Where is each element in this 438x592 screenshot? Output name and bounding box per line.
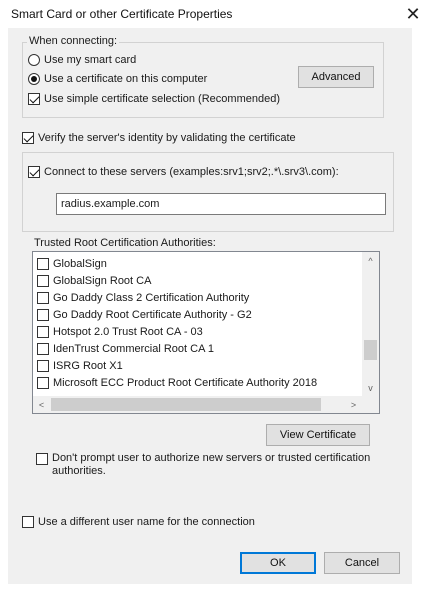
use-smart-card-radio[interactable] <box>28 54 40 66</box>
list-item-checkbox[interactable] <box>37 377 49 389</box>
list-item[interactable] <box>37 290 249 305</box>
list-item-checkbox[interactable] <box>37 343 49 355</box>
list-item-checkbox[interactable] <box>37 309 49 321</box>
list-item-checkbox[interactable] <box>37 275 49 287</box>
vertical-scroll-thumb[interactable] <box>364 340 377 360</box>
use-smart-card-label: Use my smart card <box>44 54 137 66</box>
list-item[interactable] <box>37 256 107 271</box>
close-icon[interactable]: ✕ <box>405 4 421 24</box>
title-bar[interactable] <box>0 0 438 28</box>
use-certificate-option[interactable] <box>28 73 207 85</box>
connect-servers-option[interactable] <box>28 166 339 178</box>
list-item[interactable] <box>37 341 214 356</box>
different-user-option[interactable] <box>22 516 255 528</box>
list-item-label: Hotspot 2.0 Trust Root CA - 03 <box>53 325 203 338</box>
ok-button[interactable]: OK <box>240 552 316 574</box>
list-item-checkbox[interactable] <box>37 360 49 372</box>
advanced-button[interactable]: Advanced <box>298 66 374 88</box>
servers-input[interactable] <box>56 193 386 215</box>
dont-prompt-label: Don't prompt user to authorize new servers or trusted certification authorities. <box>52 452 371 477</box>
scrollbar-corner <box>362 396 379 413</box>
dont-prompt-option[interactable] <box>36 452 52 465</box>
simple-selection-label: Use simple certificate selection (Recommended) <box>44 93 280 105</box>
vertical-scrollbar[interactable] <box>362 252 379 396</box>
horizontal-scroll-thumb[interactable] <box>51 398 321 411</box>
list-item-checkbox[interactable] <box>37 258 49 270</box>
verify-identity-option[interactable] <box>22 132 296 144</box>
verify-identity-checkbox[interactable] <box>22 132 34 144</box>
list-item-label: Microsoft ECC Product Root Certificate Authority 2018 <box>53 376 318 389</box>
scroll-right-icon[interactable]: > <box>350 399 357 410</box>
different-user-checkbox[interactable] <box>22 516 34 528</box>
list-item-label: Go Daddy Root Certificate Authority - G2 <box>53 308 252 321</box>
different-user-label: Use a different user name for the connection <box>38 516 255 528</box>
list-item-checkbox[interactable] <box>37 292 49 304</box>
list-item[interactable] <box>37 307 252 322</box>
verify-identity-label: Verify the server's identity by validating the certificate <box>38 132 296 144</box>
list-item-label: ISRG Root X1 <box>53 359 123 372</box>
cancel-button[interactable]: Cancel <box>324 552 400 574</box>
verify-group <box>22 152 394 232</box>
scroll-up-icon[interactable]: ^ <box>368 255 373 266</box>
horizontal-scrollbar[interactable] <box>33 396 362 413</box>
view-certificate-button[interactable]: View Certificate <box>266 424 370 446</box>
trusted-roots-list[interactable] <box>32 251 380 414</box>
use-smart-card-option[interactable] <box>28 54 136 66</box>
dialog-body <box>8 28 412 584</box>
list-item[interactable] <box>37 375 317 390</box>
list-item-checkbox[interactable] <box>37 326 49 338</box>
servers-input-value: radius.example.com <box>61 198 160 210</box>
connect-servers-label: Connect to these servers (examples:srv1;srv2;.*\.srv3\.com): <box>44 166 339 178</box>
connect-servers-checkbox[interactable] <box>28 166 40 178</box>
list-item-label: GlobalSign Root CA <box>53 274 152 287</box>
simple-selection-checkbox[interactable] <box>28 93 40 105</box>
list-item-label: Go Daddy Class 2 Certification Authority <box>53 291 250 304</box>
simple-selection-option[interactable] <box>28 93 280 105</box>
trusted-roots-label: Trusted Root Certification Authorities: <box>34 237 216 249</box>
list-item-label: GlobalSign <box>53 257 107 270</box>
list-item-label: IdenTrust Commercial Root CA 1 <box>53 342 214 355</box>
dont-prompt-checkbox[interactable] <box>36 453 48 465</box>
use-certificate-label: Use a certificate on this computer <box>44 73 208 85</box>
use-certificate-radio[interactable] <box>28 73 40 85</box>
when-connecting-legend: When connecting: <box>29 35 118 47</box>
scroll-down-icon[interactable]: v <box>368 382 373 393</box>
window-title: Smart Card or other Certificate Properties <box>11 7 233 21</box>
list-item[interactable] <box>37 273 151 288</box>
list-item[interactable] <box>37 358 123 373</box>
scroll-left-icon[interactable]: < <box>38 399 45 410</box>
list-item[interactable] <box>37 324 203 339</box>
